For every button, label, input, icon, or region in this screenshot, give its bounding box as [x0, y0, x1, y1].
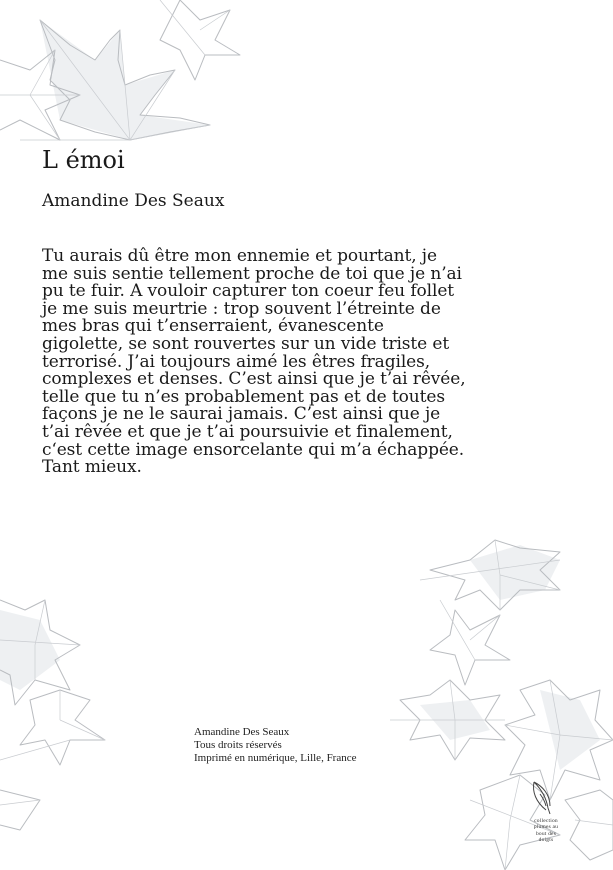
maple-leaf-icon	[430, 600, 510, 685]
logo-line-2: plumes au	[533, 824, 559, 831]
maple-leaf-icon	[565, 790, 613, 860]
maple-leaf-icon	[20, 20, 210, 140]
maple-leaf-icon	[390, 680, 505, 760]
maple-leaf-icon	[160, 0, 240, 80]
body-text: Tu aurais dû être mon ennemie et pourtant, je me suis sentie tellement proche de toi que je n’ai pu te fuir. A vouloir capturer ton coeur feu follet je me suis meurtrie : trop souvent l’étreinte de mes bras qui t’enserraient, évanescente gigolette, se sont rouvertes sur un vide triste et terrorisé. J’ai toujours aimé les êtres fragiles, complexes et denses. C’est ainsi que je t’ai rêvée, telle que tu n’es probablement pas et de toutes façons je ne le saurai jamais. C’est ainsi que je t’ai rêvée et que je t’ai poursuivie et finalement, c‘est cette image ensorcelante qui m’a échappée. Tant mieux.	[42, 246, 466, 478]
imprint-author: Amandine Des Seaux	[194, 726, 290, 738]
author-name: Amandine Des Seaux	[42, 191, 225, 211]
collection-logo-text	[522, 818, 570, 844]
imprint-block	[194, 726, 357, 765]
maple-leaf-icon	[0, 790, 40, 830]
page-title: L émoi	[42, 146, 125, 174]
imprint-rights: Tous droits réservés	[194, 739, 282, 751]
maple-leaf-icon	[0, 690, 105, 765]
logo-line-3: bout des	[535, 830, 557, 837]
maple-leaf-icon	[420, 540, 560, 610]
logo-line-1: collection	[534, 818, 558, 824]
imprint-printed: Imprimé en numérique, Lille, France	[194, 752, 357, 764]
maple-leaf-icon	[0, 600, 80, 705]
maple-leaf-icon	[0, 50, 80, 140]
logo-line-4: doigts	[538, 837, 554, 844]
